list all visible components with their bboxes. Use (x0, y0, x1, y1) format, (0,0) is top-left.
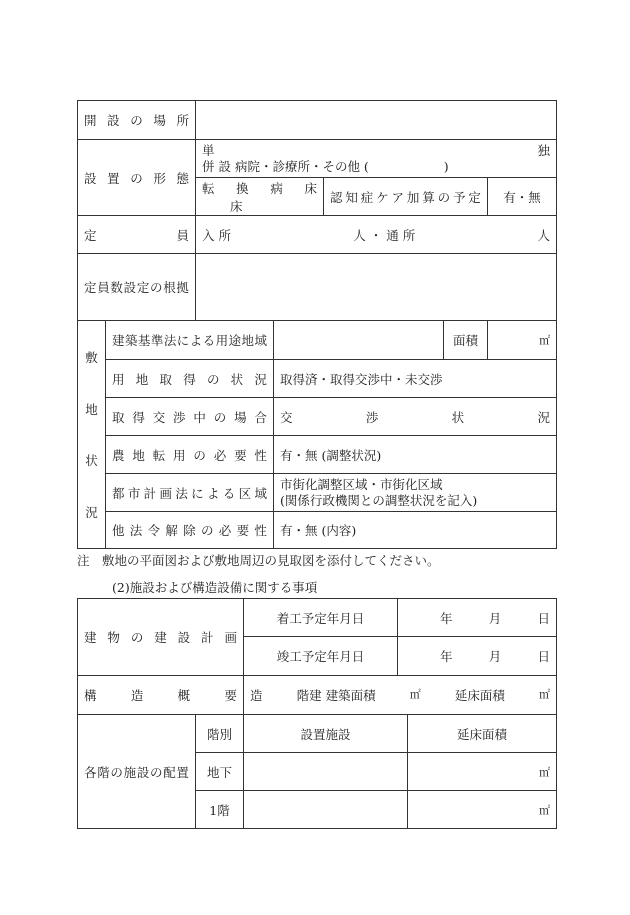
capacity-in-label: 入 所 (202, 227, 231, 243)
capacity-basis-field[interactable] (196, 254, 557, 321)
zoning-label: 建 築 基 準 法 に よ る 用 途 地 域 (106, 321, 274, 360)
form-combined: 併 設 病院・診療所・その他 ( ) (202, 158, 449, 174)
facility-field-1f[interactable] (244, 791, 408, 829)
negotiating-label: 取 得 交 渉 中 の 場 合 (106, 398, 274, 436)
land-status-char: 敷 (85, 349, 98, 365)
capacity-day-label: 人 ・ 通 所 (353, 227, 416, 243)
start-date-field[interactable]: 年 月 日 (398, 599, 557, 637)
capacity-label: 定 員 (78, 216, 196, 254)
capacity-basis-label: 定 員 数 設 定 の 根 拠 (78, 254, 196, 321)
section2-title: (2)施設および構造設備に関する事項 (112, 580, 318, 595)
construction-plan-label: 建 物 の 建 設 計 画 (78, 599, 244, 676)
finish-date-label: 竣工予定年月日 (244, 637, 398, 676)
area-field-1f[interactable]: ㎡ (408, 791, 557, 829)
capacity-unit: 人 (537, 227, 551, 243)
land-status-char: 況 (85, 505, 98, 521)
zoning-field[interactable] (274, 321, 444, 360)
other-law-label: 他 法 令 解 除 の 必 要 性 (106, 512, 274, 549)
urban-planning-label: 都 市 計 画 法 に よ る 区 域 (106, 474, 274, 512)
land-status-char: 地 (85, 401, 98, 417)
area-label: 面積 (444, 321, 488, 360)
total-area-header: 延床面積 (408, 715, 557, 753)
facility-header: 設置施設 (244, 715, 408, 753)
floor-name-1f: 1階 (196, 791, 244, 829)
building-table (77, 598, 557, 829)
form-label: 設 置 の 形 態 (78, 140, 196, 216)
urban-planning-line1: 市街化調整区域・市街化区域 (280, 476, 443, 492)
floor-header: 階別 (196, 715, 244, 753)
conversion-beds-cell[interactable] (196, 178, 324, 216)
layout-label: 各 階 の 施 設 の 配 置 (78, 715, 196, 829)
urban-planning-line2: (関係行政機関との調整状況を記入) (280, 492, 478, 508)
form-options (196, 140, 557, 178)
farmland-label: 農 地 転 用 の 必 要 性 (106, 436, 274, 474)
capacity-value[interactable] (196, 216, 557, 254)
negotiating-value[interactable]: 交 渉 状 況 (274, 398, 557, 436)
dementia-care-yes-no[interactable]: 有・無 (488, 178, 557, 216)
location-label: 開 設 の 場 所 (78, 101, 196, 140)
structure-value[interactable]: 造 階建 建築面積 ㎡ 延床面積 ㎡ (244, 676, 557, 715)
facility-field-basement[interactable] (244, 753, 408, 791)
start-date-label: 着工予定年月日 (244, 599, 398, 637)
farmland-value[interactable]: 有・無 (調整状況) (274, 436, 557, 474)
area-field[interactable]: ㎡ (488, 321, 557, 360)
attachment-note: 注 敷地の平面図および敷地周辺の見取図を添付してください。 (77, 553, 440, 568)
beds-unit: 床 (230, 198, 243, 214)
floor-name-basement: 地下 (196, 753, 244, 791)
land-status-char: 状 (85, 453, 98, 469)
finish-date-field[interactable]: 年 月 日 (398, 637, 557, 676)
form-single: 単 独 (202, 142, 550, 158)
land-status-label (78, 321, 106, 549)
urban-planning-value[interactable] (274, 474, 557, 512)
site-info-table (77, 100, 557, 549)
acquisition-value[interactable]: 取得済・取得交渉中・未交渉 (274, 360, 557, 398)
dementia-care-label: 認 知 症 ケ ア 加 算 の 予 定 (324, 178, 488, 216)
area-field-basement[interactable]: ㎡ (408, 753, 557, 791)
structure-label: 構 造 概 要 (78, 676, 244, 715)
location-value-field[interactable] (196, 101, 557, 140)
acquisition-label: 用 地 取 得 の 状 況 (106, 360, 274, 398)
other-law-value[interactable]: 有・無 (内容) (274, 512, 557, 549)
conversion-beds-label: 転 換 病 床 (202, 180, 317, 196)
